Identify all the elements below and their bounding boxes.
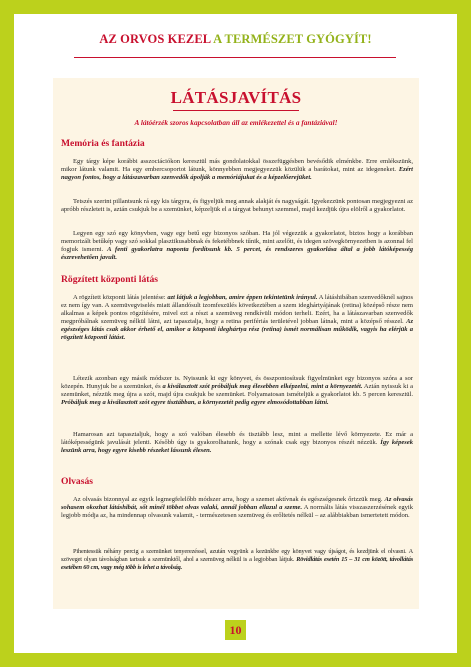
article-subtitle: A látóérzék szoros kapcsolatban áll az emlékezettel és a fantáziával! — [134, 118, 338, 127]
page — [14, 14, 457, 653]
article-box — [53, 78, 419, 609]
paragraph: Hamarosan azt tapasztaljuk, hogy a szó valóban élesebb és tisztább lesz, mint a mellette lévő környezete. Ez már a látóképességünk javulását jelenti. Később úgy is gyakorolhatunk, hogy a szónak csak egy bizonyos részét nézzük. Így képesek leszünk arra, hogy egyre kisebb részeket lássunk élesen. — [61, 431, 413, 455]
paragraph: Pihentessük néhány percig a szemünket tenyerezéssel, azután vegyünk a kezünkbe egy könyvet vagy újságot, és kezdjünk el olvasni. A szöveget olyan távolságban tartsuk a szemünktől, ahol a szemüveg nélkül is a legjobban látjuk. Rövidlátás esetén 15 – 31 cm között, távollátás esetében 60 cm, vagy még több is lehet a távolság. — [61, 548, 414, 572]
paragraph: Legyen egy szó egy könyvben, vagy egy betű egy bizonyos szóban. Ha jól végezzük a gyakorlatot, biztos hogy a korábban memorizált betűkép vagy szó sokkal plasztikusabbnak és feketébbnek tűnik, mint azelőtt, és idegen szövegkörnyezetben is azonnal fel fogjuk ismerni. A fenti gyakorlatra naponta fordítsunk kb. 5 percet, és rendszeres gyakorlása által a jobb látóképesség észrevehetően javult. — [61, 230, 413, 262]
paragraph: A rögzített központi látás jelentése: azt látjuk a legjobban, amire éppen tekintetünk irányul. A látáshibában szenvedőknél sajnos ez nem így van. A szemüvegviselés miatt állandósult izomfeszülés következtében a szem ideghártyájának (retina) középső része nem alkalmas a képek pontos rögzítésére, mivel ezt a részt a szemüveg rendkívüli módon terheli. Ezért, ha a látászavarban szenvedők megpróbálnak szemüveg nélkül látni, azt tapasztalja, hogy a retina perifériás területével jobban látnak, mint a középső résszel. Az egészséges látás csak akkor érhető el, amikor a központi ideghártya rész (retina) ismét normálisan működik, vagyis ha elérjük a rögzített központi látást. — [61, 294, 413, 342]
section-heading-reading: Olvasás — [61, 476, 93, 487]
paragraph: Tetszés szerint pillantsunk rá egy kis tárgyra, és figyeljük meg annak alakját és nagyságát. Igyekezzünk pontosan megjegyezni az apróbb részleteit is, aztán csukjuk be a szemünket, képzeljük el a tárgyat behunyt szemmel, majd kezdjük újra elölről a gyakorlatot. — [61, 198, 413, 214]
article-title: LÁTÁSJAVÍTÁS — [170, 88, 302, 107]
header-part-green: A TERMÉSZET GYÓGYÍT! — [210, 32, 372, 46]
paragraph: Létezik azonban egy másik módszer is. Nyissunk ki egy könyvet, és összpontosítsuk figyelmünket egy bizonyos szóra a sor közepén. Hunyjuk be a szemünket, és a kiválasztott szót próbáljuk meg élesebben elképzelni, mint a környezetét. Aztán nyissuk ki a szemünket, nézzük meg újra a szót, majd újra csukjuk be szemünket. Folyamatosan ismételjük a gyakorlatot kb. 5 percen keresztül. Próbáljuk meg a kiválasztott szót egyre tisztábban, a környezetét pedig egyre elmosódottabban látni. — [61, 375, 413, 407]
header-part-red: AZ ORVOS KEZEL — [99, 32, 211, 46]
paragraph: Egy tárgy képe korábbi asszociációkon keresztül más gondolatokkal összefüggésben bevésődik elménkbe. Erre emlékszünk, mikor látunk valamit. Ha egy embercsoportot látunk, könnyebben megjegyezzük közülük a barátokat, mint az idegeneket. Ezért nagyon fontos, hogy a látászavarban szenvedők ápolják a memóriájukat és a képzelőerejüket. — [61, 158, 413, 182]
page-number: 10 — [225, 620, 246, 640]
section-heading-central-vision: Rögzített központi látás — [61, 274, 158, 285]
running-header — [14, 32, 457, 47]
section-heading-memory: Memória és fantázia — [61, 138, 145, 149]
title-underline — [173, 110, 299, 111]
paragraph: Az olvasás bizonnyal az egyik legmegfelelőbb módszer arra, hogy a szemet aktívnak és egészségesnek őrizzük meg. Az olvasás sohasem okozhat látáshibát, sőt minél többet olvas valaki, annál jobban ellazul a szeme. A normális látás visszaszerzésének egyik legjobb módja az, ha mindennap olvasunk valamit, - természetesen szemüveg és erőltetés nélkül – az alábbiakban ismertetett módon. — [61, 496, 413, 520]
header-divider — [74, 57, 396, 58]
